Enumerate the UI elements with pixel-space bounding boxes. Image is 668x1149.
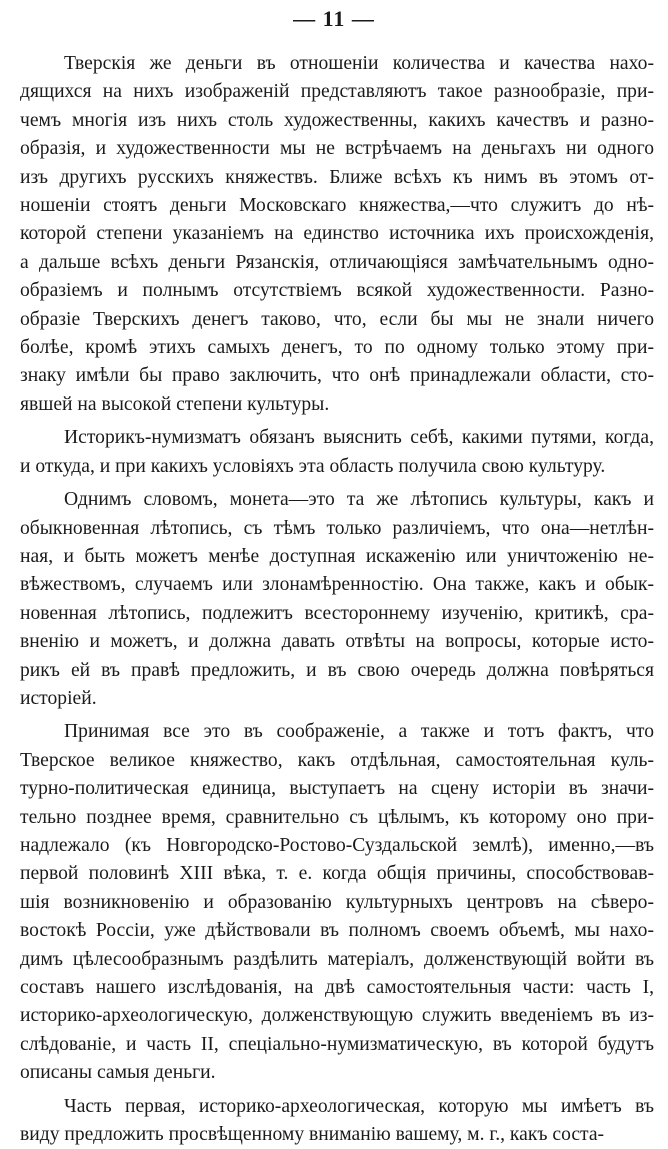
paragraph <box>20 1093 654 1149</box>
text-line: образіе Тверскихъ денегъ таково, что, если бы мы не знали ничего <box>20 308 654 330</box>
text-line: а дальше всѣхъ деньги Рязанскія, отличающіяся замѣчательнымъ одно- <box>20 251 654 273</box>
text-line: вѣжествомъ, случаемъ или злонамѣренностію. Она также, какъ и обык- <box>20 574 654 596</box>
text-line: ношеніи стоятъ деньги Московскаго княжества,—что служитъ до нѣ- <box>20 195 654 217</box>
text-line: востокѣ Россіи, уже дѣйствовали въ полномъ своемъ объемѣ, мы нахо- <box>20 920 654 942</box>
text-line: явшей на высокой степени культуры. <box>20 393 330 415</box>
text-line: составъ нашего изслѣдованія, на двѣ самостоятельныя части: часть I, <box>20 977 654 998</box>
text-line: виду предложить просвѣщенному вниманію вашему, м. г., какъ соста- <box>20 1124 605 1146</box>
text-line: исторіей. <box>20 687 97 709</box>
paragraph <box>20 50 654 419</box>
text-line: знаку имѣли бы право заключить, что онѣ принадлежали области, сто- <box>20 365 654 387</box>
text-line: слѣдованіе, и часть II, спеціально-нумизматическую, въ которой будутъ <box>20 1033 654 1055</box>
text-line: вненію и можетъ, и должна давать отвѣты на вопросы, которые исто- <box>20 631 654 653</box>
text-line: описаны самыя деньги. <box>20 1062 216 1084</box>
text-line: рикъ ей въ правѣ предложить, и въ свою очередь должна повѣряться <box>20 659 654 681</box>
text-line: историко-археологическую, долженствующую служить введеніемъ въ из- <box>20 1005 654 1027</box>
text-line: Историкъ-нумизматъ обязанъ выяснить себѣ, какими путями, когда, <box>64 427 654 449</box>
text-line: образія, и художественности мы не встрѣчаемъ на деньгахъ ни одного <box>20 138 654 160</box>
paragraph <box>20 718 654 1087</box>
text-line: ная, и быть можетъ менѣе доступная искаженію или уничтоженію не- <box>20 545 654 567</box>
text-line: надлежало (къ Новгородско-Ростово-Суздальской землѣ), именно,—въ <box>20 834 654 856</box>
page-number: — 11 — <box>293 6 375 31</box>
text-line: чемъ многія изъ нихъ столь художественны, какихъ качествъ и разно- <box>20 109 654 131</box>
body-text <box>20 50 654 1149</box>
paragraph <box>20 424 654 481</box>
text-line: димъ цѣлесообразнымъ раздѣлить матеріалъ, долженствующій войти въ <box>20 948 654 970</box>
text-line: обыкновенная лѣтопись, съ тѣмъ только различіемъ, что она—нетлѣн- <box>20 517 654 539</box>
text-line: Принимая все это въ соображеніе, а также и тотъ фактъ, что <box>64 721 654 743</box>
text-line: тельно позднее время, сравнительно съ цѣлымъ, къ которому оно при- <box>20 806 654 828</box>
text-line: изъ другихъ русскихъ княжествъ. Ближе всѣхъ къ нимъ въ этомъ от- <box>20 166 654 188</box>
text-line: шія возникновенію и образованію культурныхъ центровъ на сѣверо- <box>20 891 654 913</box>
text-line: и откуда, и при какихъ условіяхъ эта область получила свою культуру. <box>20 455 606 477</box>
text-line: которой степени указаніемъ на единство источника ихъ происхожденія, <box>20 223 654 245</box>
text-line: образіемъ и полнымъ отсутствіемъ всякой художественности. Разно- <box>20 280 654 302</box>
text-line: Часть первая, историко-археологическая, которую мы имѣетъ въ <box>64 1095 654 1117</box>
text-line: турно-политическая единица, выступаетъ на сцену исторіи въ значи- <box>20 778 654 800</box>
paragraph <box>20 486 654 713</box>
text-line: Тверскія же деньги въ отношеніи количества и качества нахо- <box>64 53 654 74</box>
text-line: дящихся на нихъ изображеній представляютъ такое разнообразіе, при- <box>20 81 654 103</box>
text-line: новенная лѣтопись, подлежитъ всестороннему изученію, критикѣ, сра- <box>20 602 654 624</box>
text-line: Тверское великое княжество, какъ отдѣльная, самостоятельная куль- <box>20 749 654 771</box>
text-line: болѣе, кромѣ этихъ самыхъ денегъ, то по одному только этому при- <box>20 337 654 359</box>
text-line: Однимъ словомъ, монета—это та же лѣтопись культуры, какъ и <box>64 489 654 511</box>
text-line: первой половинѣ XIII вѣка, т. е. когда общія причины, способствовав- <box>20 863 654 885</box>
